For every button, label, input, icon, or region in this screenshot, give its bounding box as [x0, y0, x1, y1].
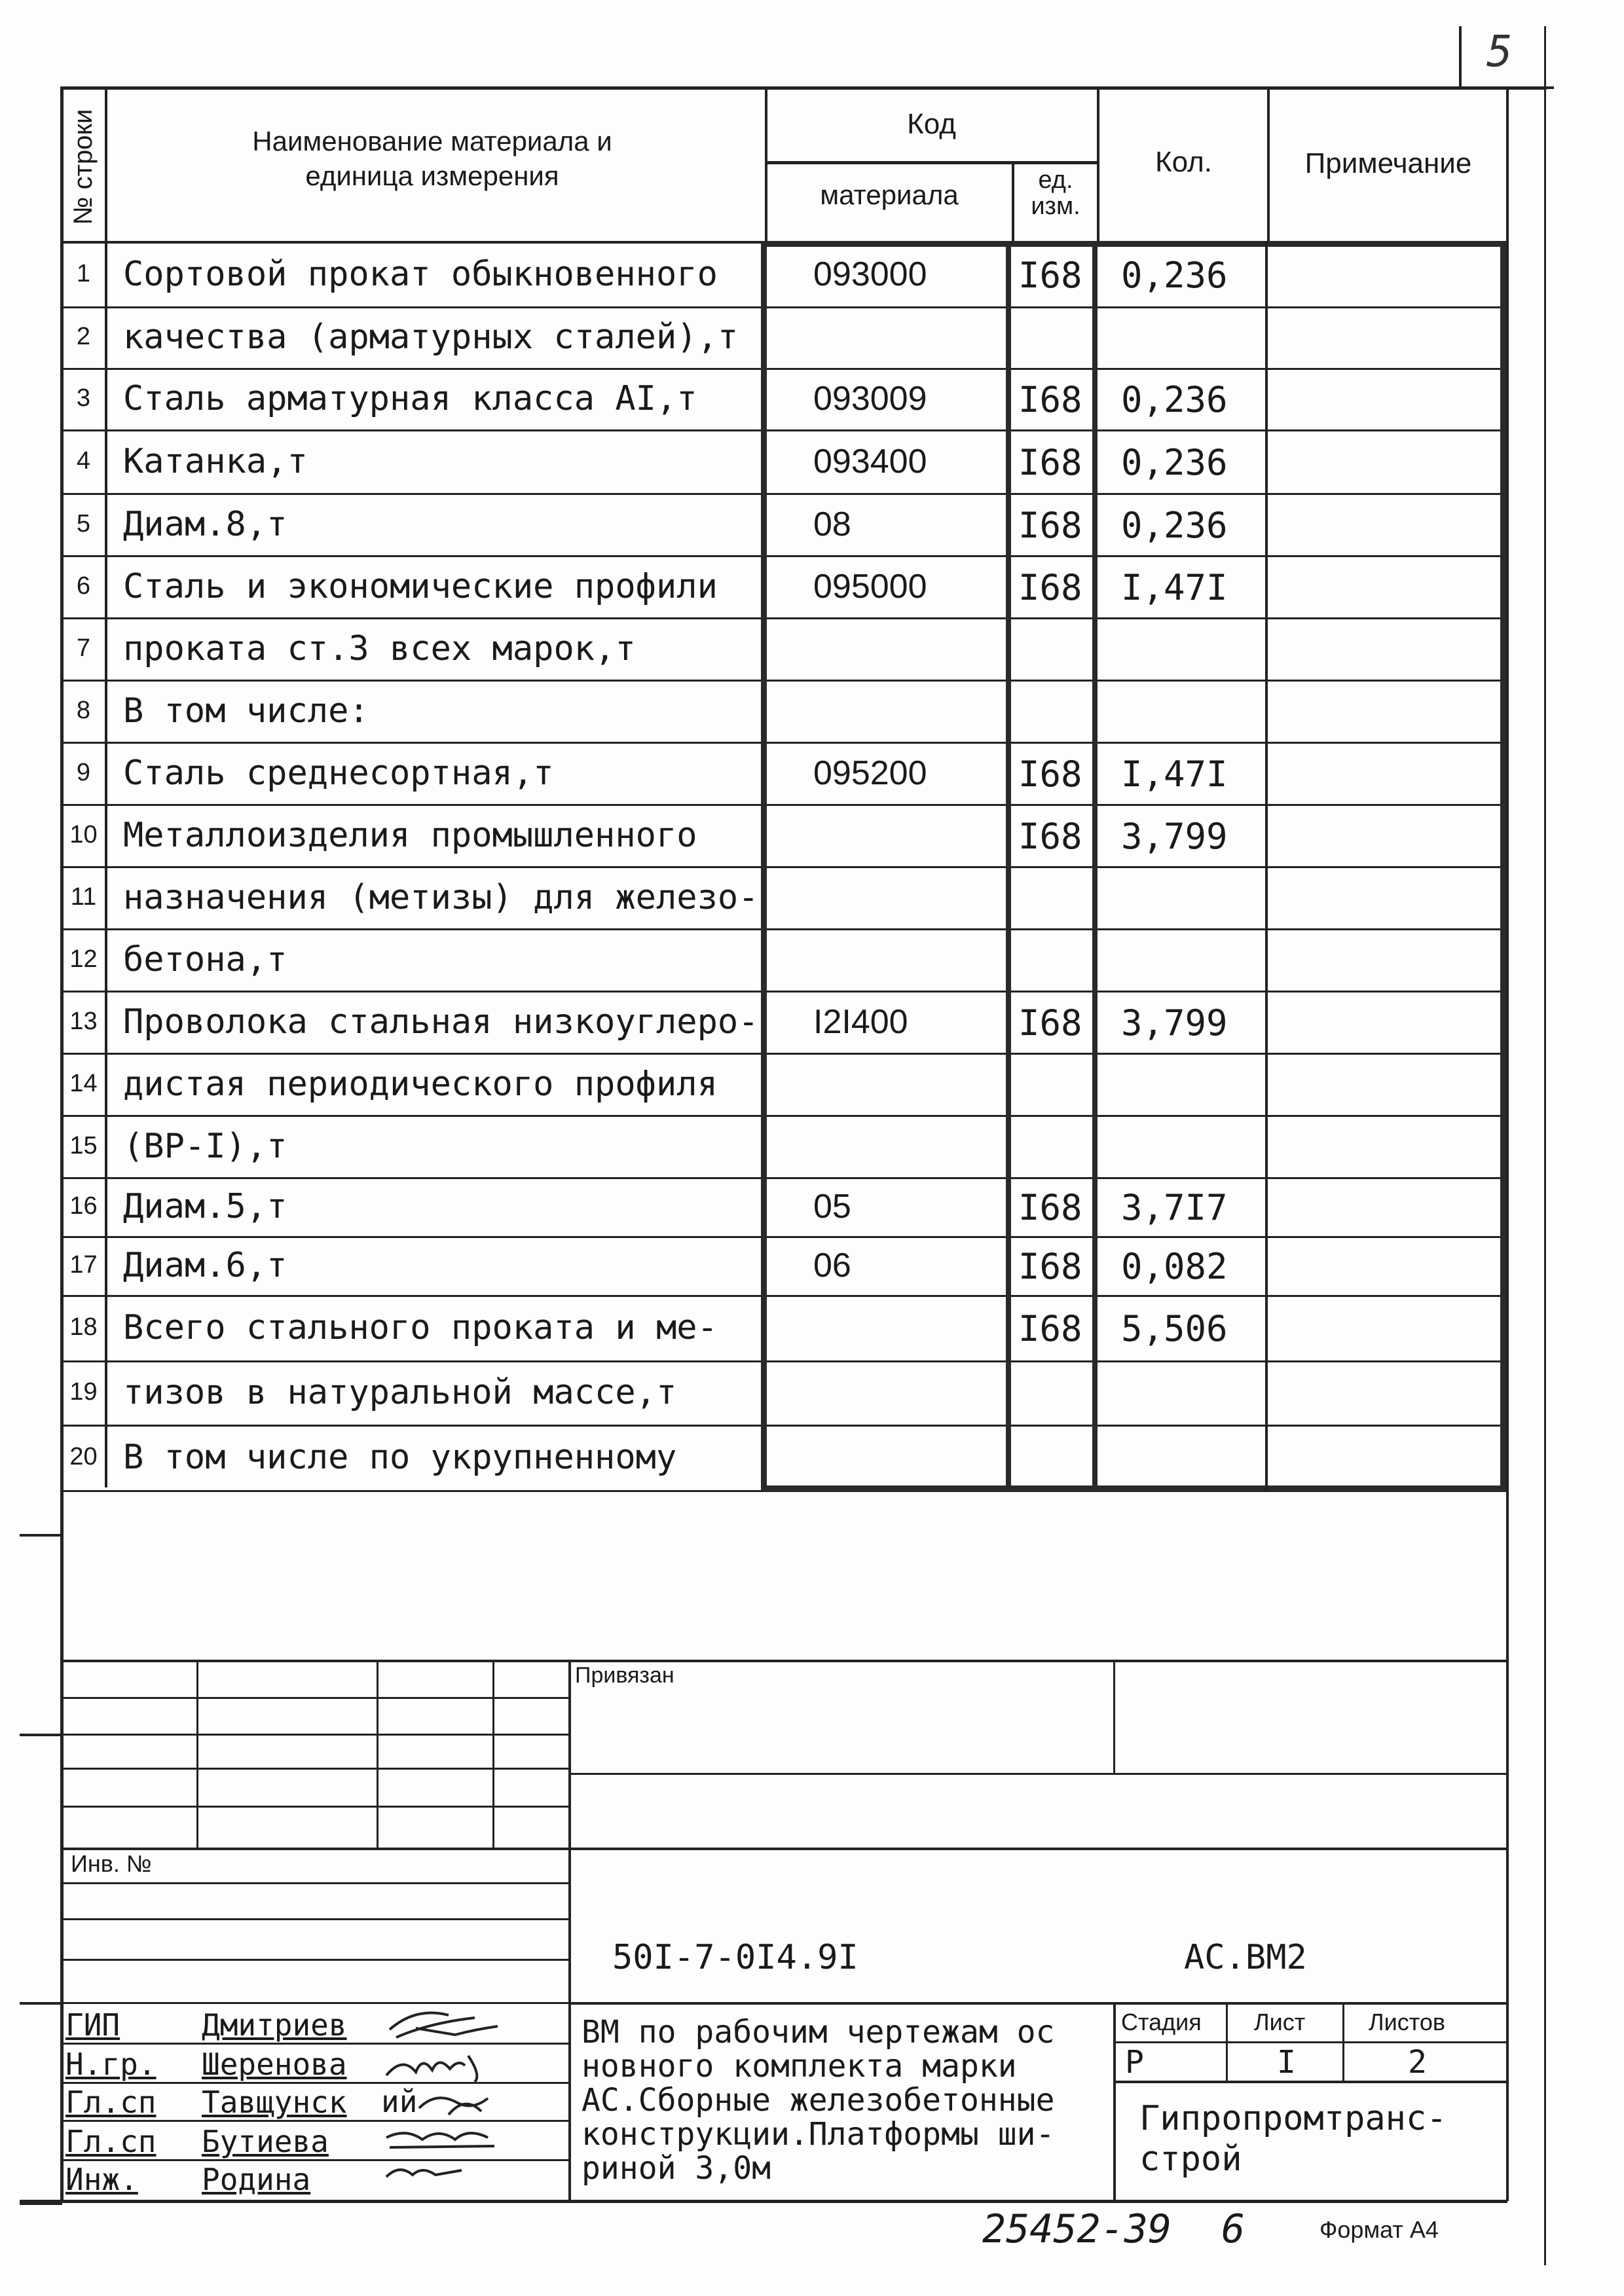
table-row-name: Проволока стальная низкоуглеро-: [123, 1002, 759, 1042]
table-row-number: 15: [69, 1131, 98, 1159]
right-margin-line: [1544, 26, 1546, 2265]
staff-role: Инж.: [65, 2162, 138, 2197]
table-row-code: 095200: [813, 754, 927, 792]
table-row-name: назначения (метизы) для железо-: [123, 877, 759, 917]
table-row-unit: I68: [1018, 1002, 1082, 1044]
table-row-number: 14: [69, 1069, 98, 1097]
table-row-number: 2: [76, 323, 91, 350]
table-row-code: 05: [813, 1188, 851, 1226]
stamp-grid-h2: [60, 1734, 570, 1736]
table-row-code: 08: [813, 505, 851, 543]
page-number: 5: [1486, 26, 1513, 77]
table-row-unit: I68: [1018, 1187, 1082, 1228]
sheets-label: Листов: [1369, 2009, 1445, 2035]
table-row-code: 093000: [813, 255, 927, 293]
table-row-number: 16: [69, 1192, 98, 1220]
table-row-unit: I68: [1018, 255, 1082, 296]
left-binding-mark-3: [20, 2002, 62, 2005]
archive-number: 25452-39: [982, 2206, 1172, 2252]
staff-role: Гл.сп: [65, 2085, 157, 2120]
table-row-name: бетона,т: [123, 939, 287, 979]
table-row-code: 093400: [813, 442, 927, 481]
table-row-unit: I68: [1018, 1308, 1082, 1349]
sheets-value: 2: [1408, 2044, 1427, 2081]
table-row-qty: 0,236: [1121, 255, 1228, 296]
table-row-unit: I68: [1018, 566, 1082, 608]
copy-number: 6: [1221, 2206, 1246, 2252]
table-row-name: Сортовой прокат обыкновенного: [123, 255, 718, 294]
stamp-top-border: [60, 1660, 1507, 1662]
table-row-qty: 3,799: [1121, 815, 1228, 857]
table-row-qty: 0,236: [1121, 379, 1228, 420]
table-row-unit: I68: [1018, 441, 1082, 483]
table-row-qty: 0,236: [1121, 441, 1228, 483]
table-row-qty: I,47I: [1121, 753, 1228, 795]
stamp-inv-line: [60, 1848, 1507, 1850]
table-top-border: [60, 86, 1547, 90]
stamp-grid-v1: [196, 1660, 198, 1850]
staff-row-line-1: [60, 1918, 570, 1920]
staff-role: Гл.сп: [65, 2124, 157, 2159]
format-label: Формат А4: [1320, 2216, 1439, 2243]
header-divider-qty: [1267, 86, 1270, 244]
table-row-code: I2I400: [813, 1002, 908, 1041]
doc-mark: АС.ВМ2: [1184, 1938, 1307, 1977]
header-name: Наименование материала и единица измерения: [252, 126, 612, 191]
header-code: Код: [907, 108, 956, 140]
table-row-number: 9: [76, 758, 91, 786]
staff-extra-text: ий: [381, 2084, 418, 2119]
table-row-number: 1: [76, 260, 91, 287]
table-row-number: 8: [76, 696, 91, 724]
left-binding-mark-1: [20, 1534, 62, 1537]
staff-row-line-2: [60, 1959, 570, 1961]
table-row-qty: 5,506: [1121, 1308, 1228, 1349]
table-row-name: Всего стального проката и ме-: [123, 1308, 718, 1347]
stamp-grid-v2: [377, 1660, 378, 1850]
table-row-code: 093009: [813, 380, 927, 418]
table-row-unit: I68: [1018, 1246, 1082, 1287]
staff-name: Родина: [202, 2162, 311, 2197]
table-row-number: 10: [69, 820, 98, 848]
stamp-bottom-border: [20, 2200, 1507, 2203]
table-row-name: Диам.5,т: [123, 1187, 287, 1226]
table-row-number: 18: [69, 1313, 98, 1341]
stamp-grid-h1: [60, 1697, 570, 1699]
table-row-name: Сталь среднесортная,т: [123, 753, 554, 793]
privyazan-underline: [568, 1773, 1507, 1775]
table-row-name: Сталь арматурная класса AI,т: [123, 379, 697, 418]
thick-divider-1: [1006, 241, 1011, 1491]
sheet-label: Лист: [1254, 2009, 1306, 2035]
table-row-number: 4: [76, 446, 91, 475]
table-row-name: (ВР-I),т: [123, 1126, 287, 1166]
header-qty: Кол.: [1154, 146, 1213, 178]
signature-strokes: [377, 2003, 507, 2200]
stamp-grid-v3: [492, 1660, 494, 1850]
table-row-code: 095000: [813, 567, 927, 606]
table-row-qty: 3,7I7: [1121, 1187, 1228, 1228]
table-row-unit: I68: [1018, 379, 1082, 420]
table-row-name: Катанка,т: [123, 441, 308, 481]
table-row-number: 3: [76, 384, 91, 412]
table-row-name: Металлоизделия промышленного: [123, 815, 697, 855]
stage-header-underline: [1113, 2041, 1507, 2043]
stage-divider-2: [1342, 2002, 1344, 2082]
privyazan-label: Привязан: [575, 1663, 674, 1688]
table-row-number: 13: [69, 1007, 98, 1035]
table-row-name: качества (арматурных сталей),т: [123, 318, 739, 357]
table-row-number: 11: [70, 883, 97, 911]
table-row-name: тизов в натуральной массе,т: [123, 1373, 677, 1412]
desc-divider: [1113, 2002, 1116, 2201]
table-row-qty: 0,082: [1121, 1246, 1228, 1287]
table-row-name: Диам.8,т: [123, 504, 287, 544]
table-row-name: Диам.6,т: [123, 1246, 287, 1285]
thick-divider-2: [1092, 241, 1098, 1491]
stamp-grid-h3: [60, 1768, 570, 1770]
header-code-material: материала: [820, 179, 959, 210]
stamp-inv-underline: [60, 1882, 570, 1884]
header-divider-code: [1097, 86, 1099, 244]
staff-name: Бутиева: [202, 2124, 329, 2159]
stamp-grid-h4: [60, 1806, 570, 1808]
doc-code: 50I-7-0I4.9I: [612, 1938, 858, 1977]
table-row-number: 17: [69, 1251, 98, 1279]
staff-name: Шеренова: [202, 2047, 347, 2082]
organization-name: Гипропромтранс- строй: [1139, 2099, 1447, 2179]
privyazan-divider: [1113, 1660, 1115, 1774]
table-row-qty: 3,799: [1121, 1002, 1228, 1044]
table-row-name: дистая периодического профиля: [123, 1064, 718, 1104]
table-row-number: 6: [76, 572, 91, 600]
qty-note-divider: [1265, 241, 1268, 1491]
table-right-border: [1506, 86, 1509, 2201]
header-code-unit: ед. изм.: [1031, 166, 1080, 220]
table-row-name: Сталь и экономические профили: [123, 566, 718, 606]
table-row-unit: I68: [1018, 504, 1082, 546]
inv-no-label: Инв. №: [71, 1850, 152, 1877]
table-row-name: В том числе по укрупненному: [123, 1438, 677, 1477]
table-row-unit: I68: [1018, 815, 1082, 857]
table-row-number: 5: [76, 509, 91, 538]
table-row-number: 12: [69, 945, 98, 973]
staff-name: Тавщунск: [202, 2085, 347, 2120]
thick-column-frame: [761, 241, 1506, 1491]
stage-value: Р: [1125, 2044, 1144, 2081]
page-number-divider: [1459, 26, 1462, 88]
stage-values-underline: [1113, 2081, 1507, 2083]
table-row-name: проката ст.3 всех марок,т: [123, 629, 636, 668]
table-row-number: 19: [69, 1378, 98, 1406]
left-binding-mark-2: [20, 1734, 62, 1736]
table-row-code: 06: [813, 1247, 851, 1285]
table-row-name: В том числе:: [123, 691, 369, 731]
header-divider-row-no: [105, 86, 107, 1487]
table-row-number: 7: [76, 634, 91, 662]
staff-name: Дмитриев: [202, 2007, 347, 2043]
stage-divider-1: [1226, 2002, 1228, 2082]
document-description: ВМ по рабочим чертежам ос новного комплекта марки АС.Сборные железобетонные конструкции.Платформы ши- риной 3,0м: [581, 2014, 1055, 2187]
table-row-qty: 0,236: [1121, 504, 1228, 546]
doc-code-underline: [568, 2002, 1507, 2005]
sheet-value: I: [1277, 2044, 1296, 2081]
header-row-no: № строки: [69, 109, 98, 225]
staff-role: Н.гр.: [65, 2047, 157, 2082]
staff-role: ГИП: [65, 2007, 120, 2043]
table-row-qty: I,47I: [1121, 566, 1228, 608]
header-note: Примечание: [1304, 147, 1472, 179]
header-code-underline: [765, 161, 1099, 164]
table-row-unit: I68: [1018, 753, 1082, 795]
table-row-number: 20: [69, 1443, 98, 1470]
stage-label: Стадия: [1121, 2009, 1202, 2035]
